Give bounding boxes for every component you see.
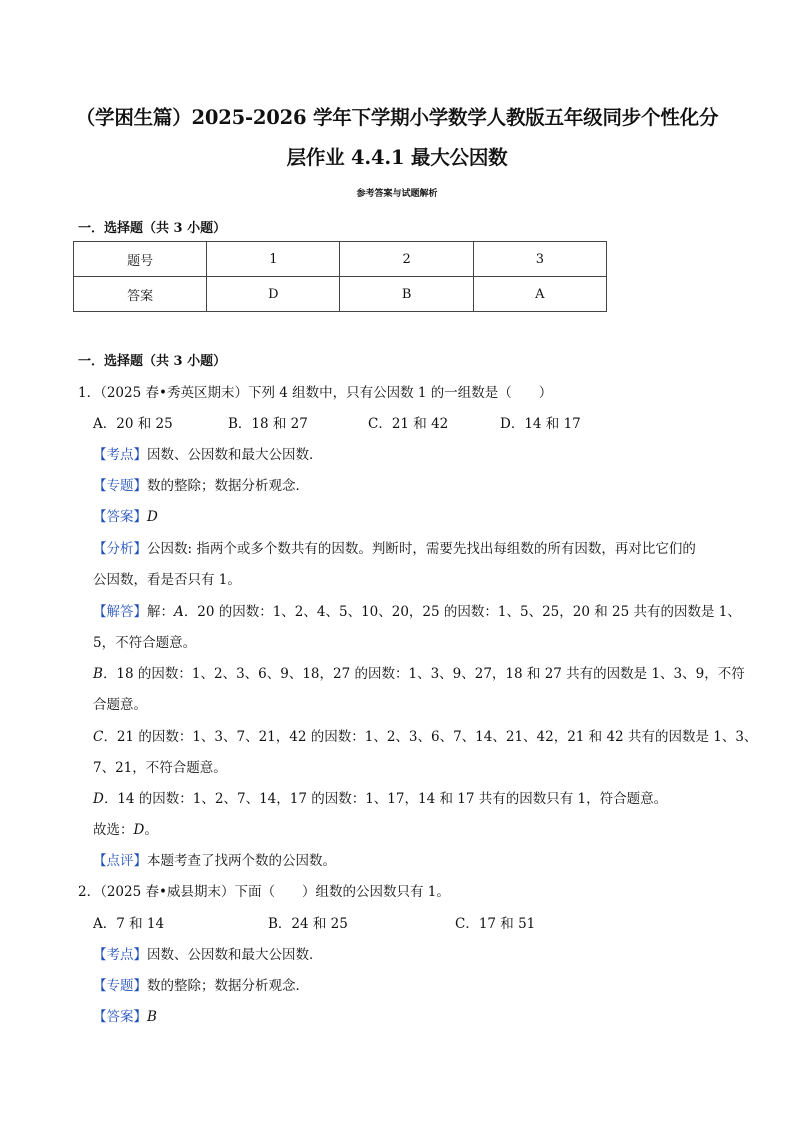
answer-table-header-row [74, 242, 607, 277]
jieda-text: 18 的因数：1、2、3、6、9、18，27 的因数：1、3、9、27，18 和 27 共有的因数是 1、3、9，不符 [116, 666, 745, 682]
option-c: C．21 和 42 [368, 416, 449, 432]
daan-line [93, 1005, 157, 1025]
guxuan-line [93, 818, 158, 838]
document-title [60, 98, 734, 178]
option-letter: A． [174, 604, 198, 620]
kaodian-text: 因数、公因数和最大公因数． [147, 947, 323, 963]
daan-text: D [147, 509, 158, 525]
table-cell: 3 [473, 242, 606, 277]
zhuanti-line [93, 474, 309, 494]
guxuan-end: 。 [144, 822, 158, 838]
jieda-text: 14 的因数：1、2、7、14，17 的因数：1、17，14 和 17 共有的因数只有 1，符合题意。 [117, 791, 668, 807]
fenxi-line-1 [93, 537, 696, 557]
title-line-1: （学困生篇）2025-2026 学年下学期小学数学人教版五年级同步个性化分 [75, 106, 719, 129]
dianping-text: 本题考查了找两个数的公因数。 [147, 853, 336, 869]
jieda-line-4: 合题意。 [93, 697, 147, 713]
option-letter: D． [93, 791, 118, 807]
jieda-text: 20 的因数：1、2、4、5、10、20，25 的因数：1、5、25，20 和 25 共有的因数是 1、 [197, 604, 741, 620]
daan-line [93, 505, 158, 525]
daan-tag: 【答案】 [93, 509, 147, 525]
table-cell: B [340, 277, 473, 312]
guxuan-text: 故选： [93, 822, 134, 838]
zhuanti-tag: 【专题】 [93, 978, 147, 994]
table-cell: 题号 [74, 242, 207, 277]
fenxi-text: 公因数: 指两个或多个数共有的因数。判断时，需要先找出每组数的所有因数，再对比它们的 [147, 541, 696, 557]
jieda-text: 21 的因数：1、3、7、21，42 的因数：1、2、3、6、7、14、21、42，21 和 42 共有的因数是 1、3、 [116, 729, 758, 745]
guxuan-answer: D [133, 822, 145, 838]
fenxi-tag: 【分析】 [93, 541, 147, 557]
kaodian-tag: 【考点】 [93, 447, 147, 463]
solutions-heading: 一．选择题（共 3 小题） [78, 354, 227, 369]
zhuanti-tag: 【专题】 [93, 478, 147, 494]
jieda-text: 解： [147, 604, 174, 620]
document-subtitle: 参考答案与试题解析 [356, 189, 438, 199]
option-letter: C． [93, 729, 117, 745]
kaodian-tag: 【考点】 [93, 947, 147, 963]
jieda-line-6: 7、21，不符合题意。 [93, 760, 227, 776]
jieda-line-5 [93, 725, 757, 745]
answer-table [73, 241, 607, 312]
option-d: D．14 和 17 [500, 416, 581, 432]
question-stem: 1．（2025 春•秀英区期末）下列 4 组数中，只有公因数 1 的一组数是（ ） [78, 385, 553, 401]
table-cell: 2 [340, 242, 473, 277]
option-a: A．20 和 25 [93, 416, 173, 432]
option-letter: B． [93, 666, 117, 682]
answer-section-heading: 一．选择题（共 3 小题） [78, 221, 227, 236]
kaodian-text: 因数、公因数和最大公因数． [147, 447, 323, 463]
table-cell: 答案 [74, 277, 207, 312]
title-line-2: 层作业 4.4.1 最大公因数 [286, 146, 508, 169]
table-cell: D [207, 277, 340, 312]
daan-text: B [147, 1009, 157, 1025]
zhuanti-line [93, 974, 309, 994]
question-stem: 2．（2025 春•威县期末）下面（ ）组数的公因数只有 1。 [78, 884, 450, 900]
daan-tag: 【答案】 [93, 1009, 147, 1025]
kaodian-line [93, 443, 323, 463]
table-cell: 1 [207, 242, 340, 277]
jieda-line-2: 5，不符合题意。 [93, 635, 197, 651]
kaodian-line [93, 943, 323, 963]
answer-table-answer-row [74, 277, 607, 312]
option-c: C．17 和 51 [455, 916, 536, 932]
zhuanti-text: 数的整除；数据分析观念． [147, 478, 309, 494]
jieda-tag: 【解答】 [93, 604, 147, 620]
jieda-line-3 [93, 662, 745, 682]
fenxi-line-2: 公因数，看是否只有 1。 [93, 572, 241, 588]
dianping-tag: 【点评】 [93, 853, 147, 869]
dianping-line [93, 849, 336, 869]
jieda-line-1 [93, 600, 741, 620]
option-b: B．24 和 25 [268, 916, 348, 932]
option-a: A．7 和 14 [93, 916, 165, 932]
jieda-line-7 [93, 787, 667, 807]
table-cell: A [473, 277, 606, 312]
zhuanti-text: 数的整除；数据分析观念． [147, 978, 309, 994]
option-b: B．18 和 27 [228, 416, 308, 432]
